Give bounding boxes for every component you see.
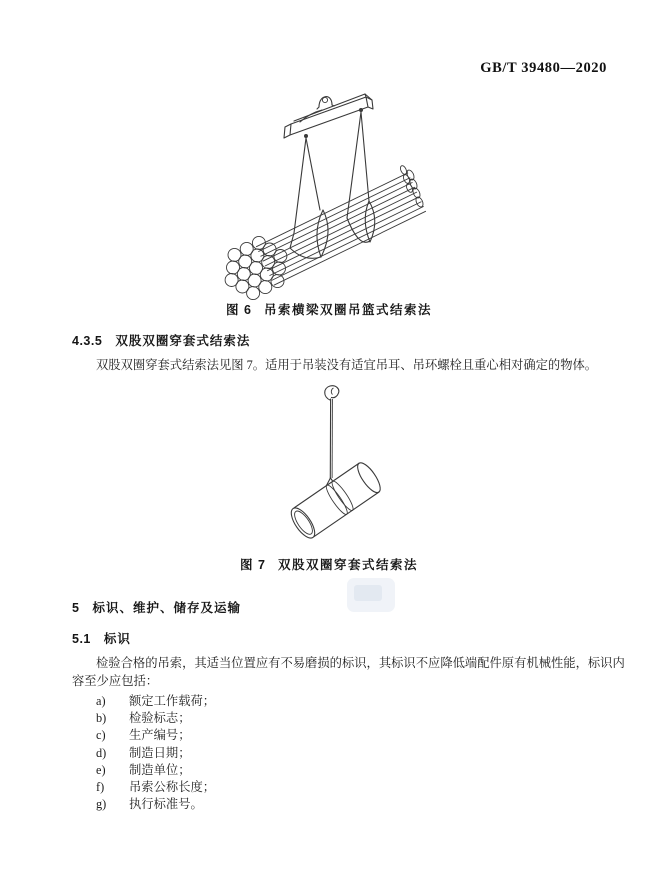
list-item xyxy=(72,745,592,762)
section-5-1-number: 5.1 xyxy=(72,632,91,646)
section-5-heading xyxy=(72,598,241,616)
list-item-label: b) xyxy=(96,711,107,726)
list-item xyxy=(72,710,592,727)
list-item xyxy=(72,693,592,710)
section-5-1-paragraph xyxy=(72,655,625,690)
section-5-number: 5 xyxy=(72,601,80,615)
marking-items-list xyxy=(72,693,592,813)
watermark-smudge-inner xyxy=(354,585,382,601)
figure6-caption-label: 图 6 xyxy=(226,303,252,317)
section-4-3-5-title: 双股双圈穿套式结索法 xyxy=(115,334,251,348)
crane-hook xyxy=(325,386,339,400)
section-5-title: 标识、维护、储存及运输 xyxy=(92,601,241,615)
figure6-drawing xyxy=(220,90,455,300)
section-4-3-5-number: 4.3.5 xyxy=(72,334,103,348)
list-item-label: d) xyxy=(96,745,107,760)
section-5-1-title: 标识 xyxy=(103,632,131,646)
pipe-end-circles xyxy=(225,236,287,299)
figure7-caption-label: 图 7 xyxy=(240,558,266,572)
list-item-text: 执行标准号。 xyxy=(129,797,203,812)
list-item xyxy=(72,727,592,744)
list-item-text: 额定工作载荷； xyxy=(129,694,216,708)
list-item-text: 制造日期； xyxy=(129,745,191,760)
list-item-label: e) xyxy=(96,762,106,777)
list-item-label: c) xyxy=(96,728,106,743)
list-item-text: 生产编号； xyxy=(129,728,191,743)
list-item-label: f) xyxy=(96,780,105,795)
spreader-beam xyxy=(284,94,373,138)
list-item xyxy=(72,796,592,813)
section-5-1-heading xyxy=(72,629,131,647)
paragraph-line: 双股双圈穿套式结索法见图 7。适用于吊装没有适宜吊耳、吊环螺栓且重心相对确定的物体。 xyxy=(96,358,598,372)
list-item-label: a) xyxy=(96,694,106,708)
section-4-3-5-heading xyxy=(72,331,250,349)
figure7-drawing xyxy=(278,385,438,550)
pipe-cylinder xyxy=(287,460,384,542)
paragraph-line: 检验合格的吊索，其适当位置应有不易磨损的标识，其标识不应降低端配件原有机械性能，标识内 xyxy=(96,656,625,670)
paragraph-line: 容至少应包括： xyxy=(72,673,159,688)
figure6-caption xyxy=(72,300,586,318)
list-item-text: 检验标志； xyxy=(129,711,191,726)
list-item-label: g) xyxy=(96,797,107,812)
figure6-caption-title: 吊索横梁双圈吊篮式结索法 xyxy=(263,303,432,317)
list-item-text: 制造单位； xyxy=(129,762,191,777)
list-item xyxy=(72,779,592,796)
doc-number: GB/T 39480—2020 xyxy=(480,60,607,76)
list-item xyxy=(72,762,592,779)
pipe-bundle xyxy=(225,165,426,300)
figure7-caption-title: 双股双圈穿套式结索法 xyxy=(277,558,418,572)
section-4-3-5-paragraph xyxy=(72,357,598,375)
watermark-smudge xyxy=(347,578,395,612)
list-item-text: 吊索公称长度； xyxy=(129,780,216,795)
figure7-caption xyxy=(72,555,586,573)
sling-rope xyxy=(326,399,333,486)
